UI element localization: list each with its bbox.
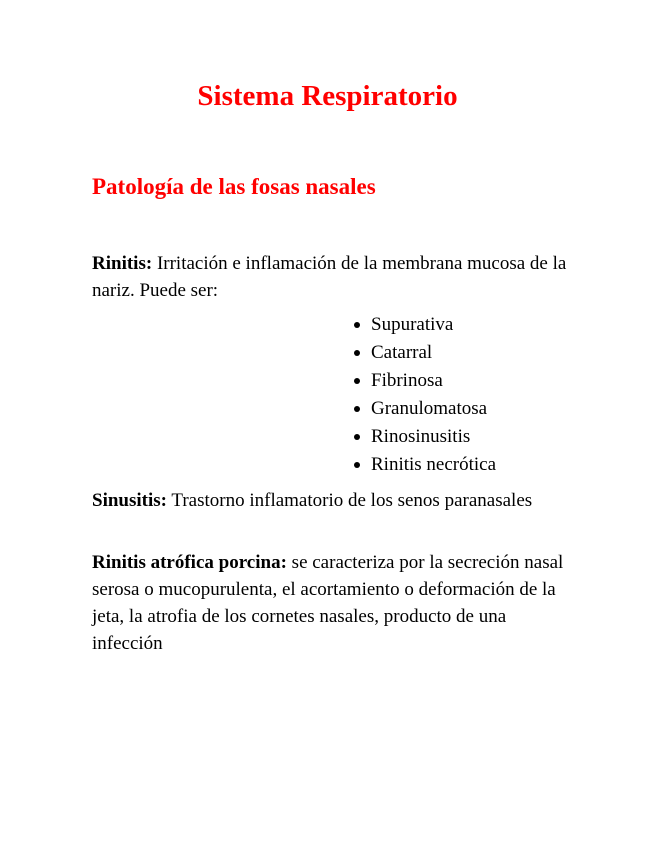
rinitis-atrofica-paragraph — [92, 549, 572, 657]
section-heading: Patología de las fosas nasales — [92, 174, 376, 199]
list-item-label: Granulomatosa — [371, 398, 488, 419]
document-title: Sistema Respiratorio — [197, 80, 458, 112]
list-item-label: Supurativa — [371, 314, 454, 335]
list-item — [352, 339, 496, 367]
list-item — [352, 367, 496, 395]
rinitis-paragraph — [92, 250, 572, 304]
list-item-label: Rinitis necrótica — [371, 454, 497, 475]
list-item — [352, 451, 496, 479]
sinusitis-term: Sinusitis: — [92, 490, 167, 511]
list-item — [352, 423, 496, 451]
bullet-icon — [354, 406, 360, 412]
bullet-icon — [354, 378, 360, 384]
list-item — [352, 311, 496, 339]
list-item — [352, 395, 496, 423]
bullet-icon — [354, 322, 360, 328]
sinusitis-paragraph — [92, 487, 572, 514]
list-item-label: Rinosinusitis — [371, 426, 471, 447]
rinitis-definition: Irritación e inflamación de la membrana mucosa de la nariz. Puede ser: — [92, 253, 567, 301]
rinitis-types-list — [352, 311, 496, 479]
rinitis-atrofica-term: Rinitis atrófica porcina: — [92, 552, 287, 573]
bullet-icon — [354, 434, 360, 440]
list-item-label: Fibrinosa — [371, 370, 443, 391]
list-item-label: Catarral — [371, 342, 433, 363]
rinitis-term: Rinitis: — [92, 253, 153, 274]
sinusitis-definition: Trastorno inflamatorio de los senos paranasales — [166, 490, 533, 511]
bullet-icon — [354, 350, 360, 356]
rinitis-atrofica-definition: se caracteriza por la secreción nasal serosa o mucopurulenta, el acortamiento o deformación de la jeta, la atrofia de los cornetes nasales, producto de una infección — [92, 552, 564, 654]
bullet-icon — [354, 462, 360, 468]
